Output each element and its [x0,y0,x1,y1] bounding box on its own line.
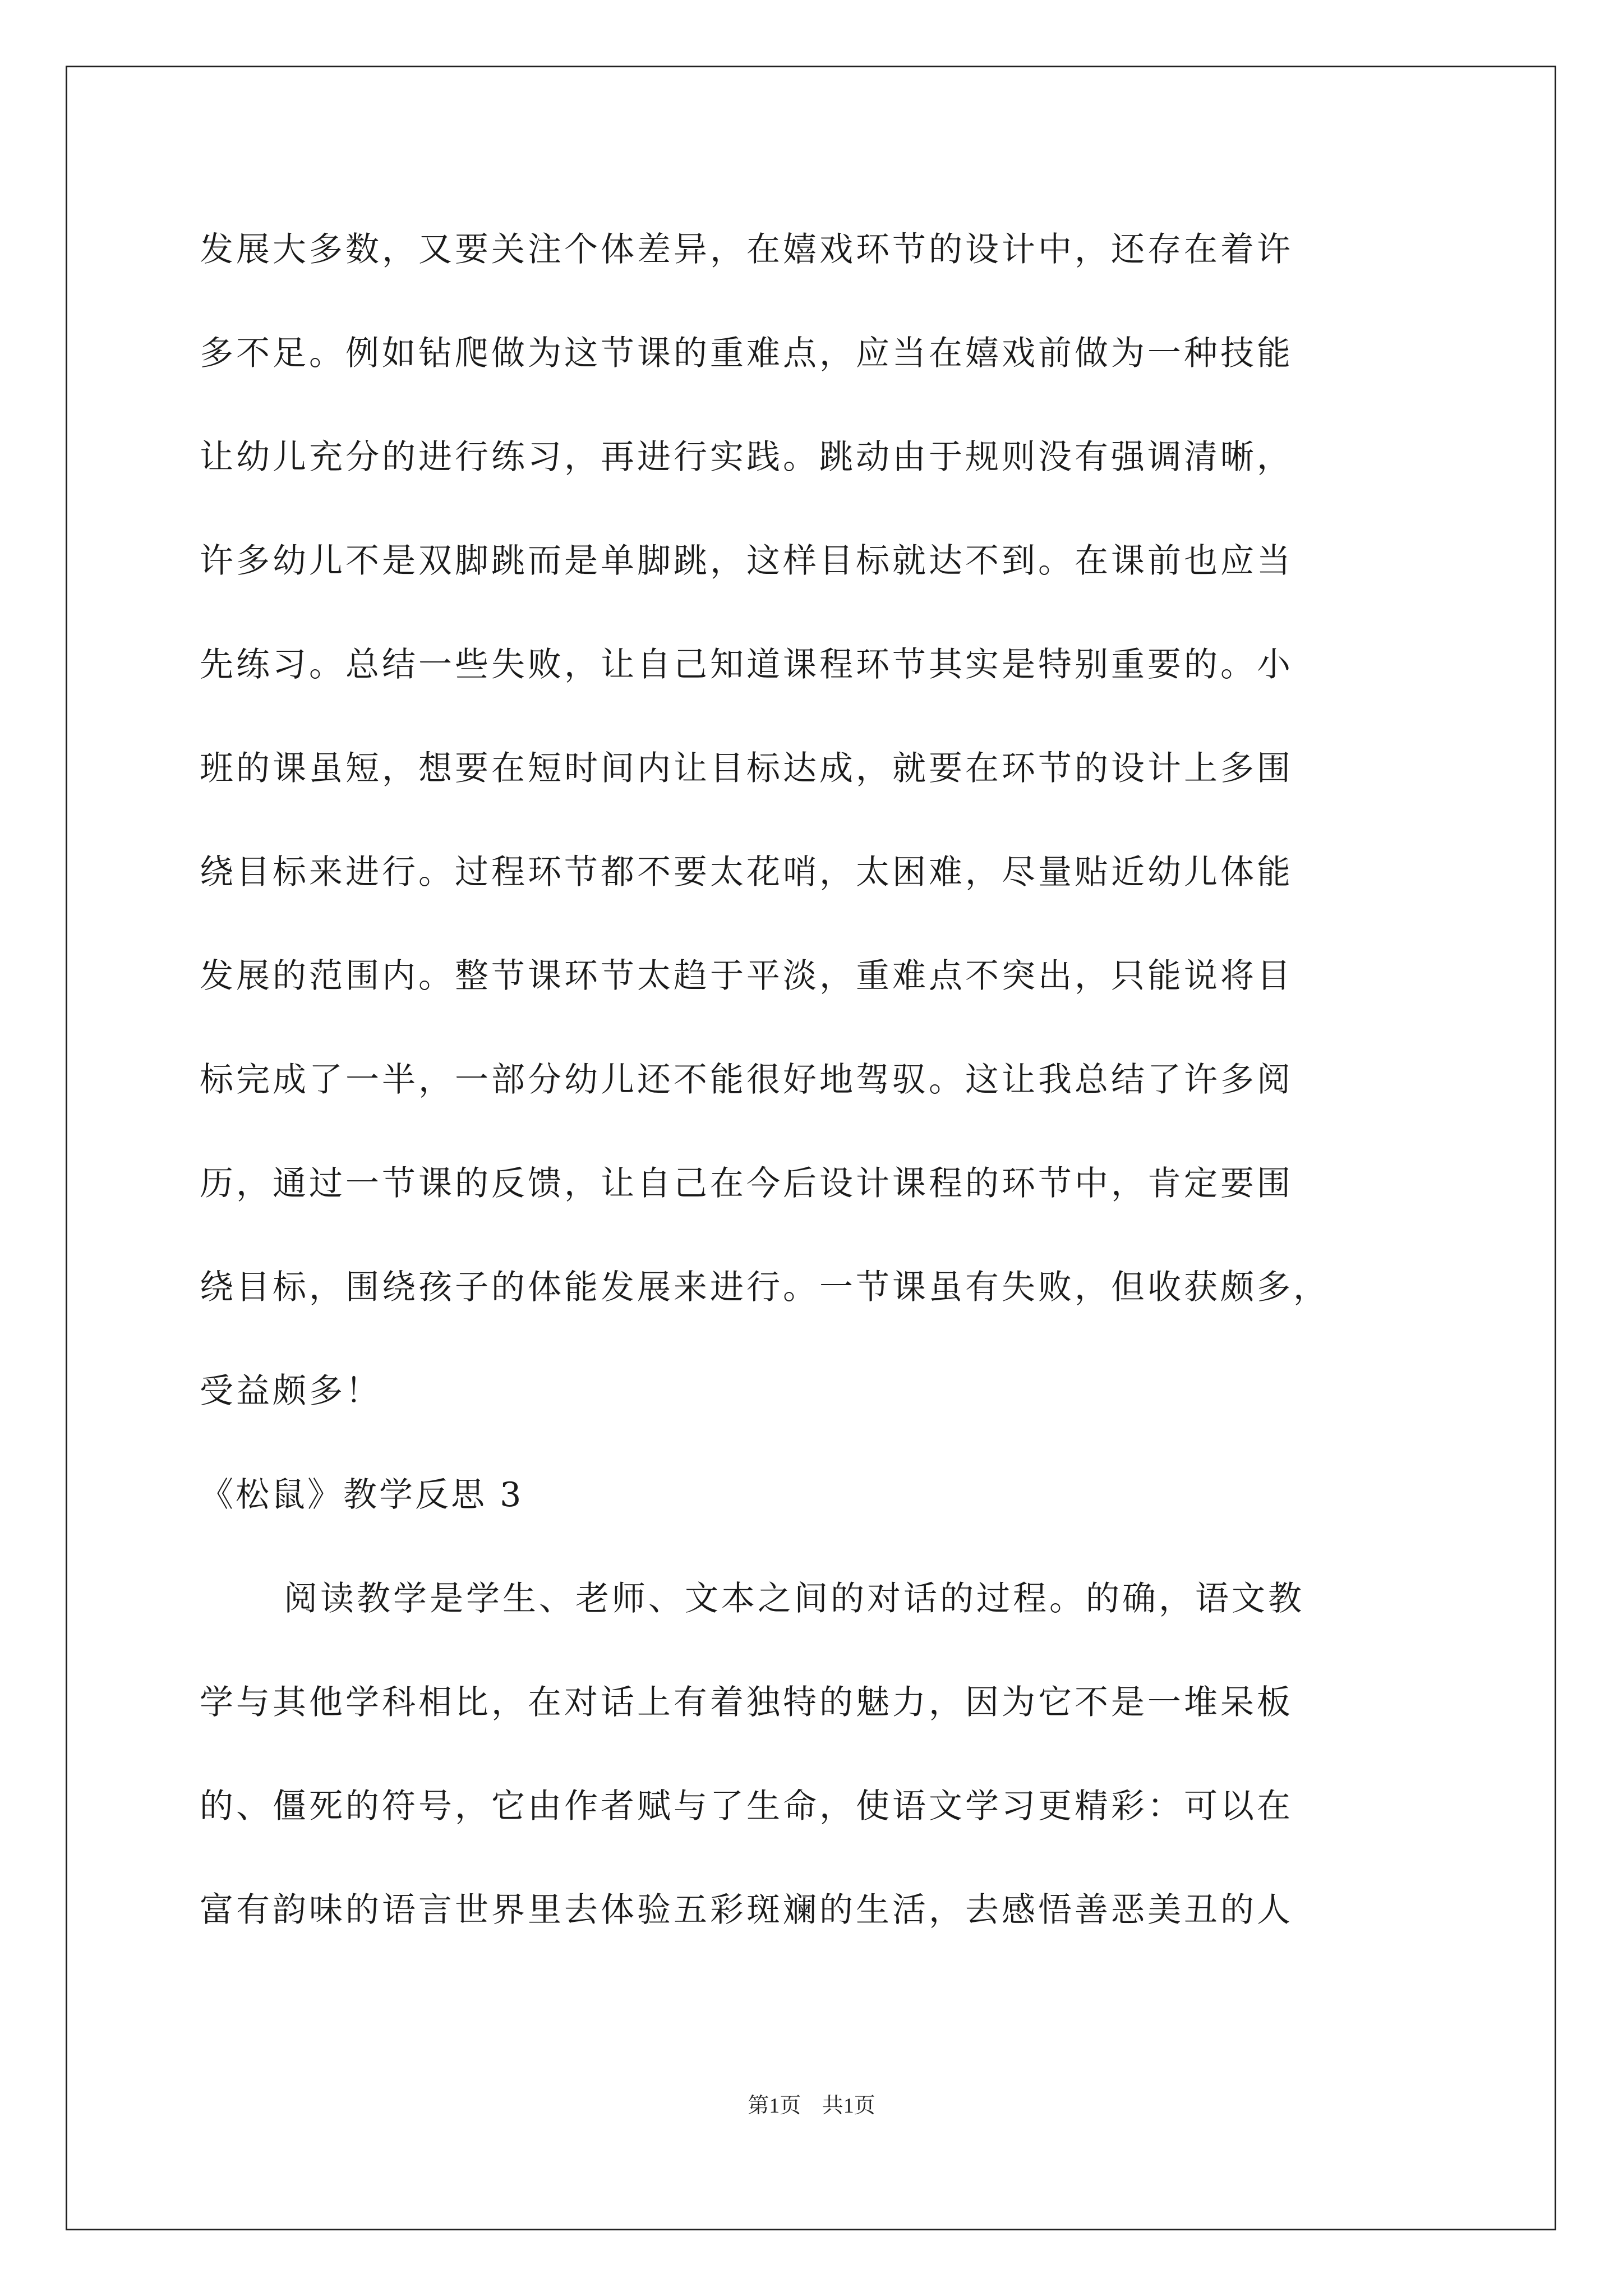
text-line: 许多幼儿不是双脚跳而是单脚跳，这样目标就达不到。在课前也应当 [200,541,1293,581]
text-line: 绕目标，围绕孩子的体能发展来进行。一节课虽有失败，但收获颇多， [200,1268,1330,1307]
section-heading: 《松鼠》教学反思 3 [200,1475,524,1515]
text-line: 阅读教学是学生、老师、文本之间的对话的过程。的确，语文教 [284,1579,1304,1618]
page-total: 共1页 [822,2094,875,2118]
text-line: 历，通过一节课的反馈，让自己在今后设计课程的环节中，肯定要围 [200,1164,1293,1203]
text-line: 标完成了一半，一部分幼儿还不能很好地驾驭。这让我总结了许多阅 [200,1060,1293,1099]
text-line: 先练习。总结一些失败，让自己知道课程环节其实是特别重要的。小 [200,645,1293,684]
page-number: 第1页 [748,2094,801,2118]
text-line: 受益颇多！ [200,1372,382,1411]
page-footer [0,2088,1623,2119]
text-line: 班的课虽短，想要在短时间内让目标达成，就要在环节的设计上多围 [200,749,1293,788]
text-line: 让幼儿充分的进行练习，再进行实践。跳动由于规则没有强调清晰， [200,438,1293,477]
paragraph-2 [200,1565,1433,1980]
text-line: 发展大多数，又要关注个体差异，在嬉戏环节的设计中，还存在着许 [200,230,1293,269]
text-line: 绕目标来进行。过程环节都不要太花哨，太困难，尽量贴近幼儿体能 [200,853,1293,892]
text-line: 多不足。例如钻爬做为这节课的重难点，应当在嬉戏前做为一种技能 [200,334,1293,373]
text-line: 发展的范围内。整节课环节太趋于平淡，重难点不突出，只能说将目 [200,956,1293,996]
document-body [200,216,1433,1980]
text-line: 学与其他学科相比，在对话上有着独特的魅力，因为它不是一堆呆板 [200,1683,1293,1722]
text-line: 的、僵死的符号，它由作者赋与了生命，使语文学习更精彩：可以在 [200,1787,1293,1826]
text-line: 富有韵味的语言世界里去体验五彩斑斓的生活，去感悟善恶美丑的人 [200,1890,1293,1930]
paragraph-1 [200,216,1433,1461]
